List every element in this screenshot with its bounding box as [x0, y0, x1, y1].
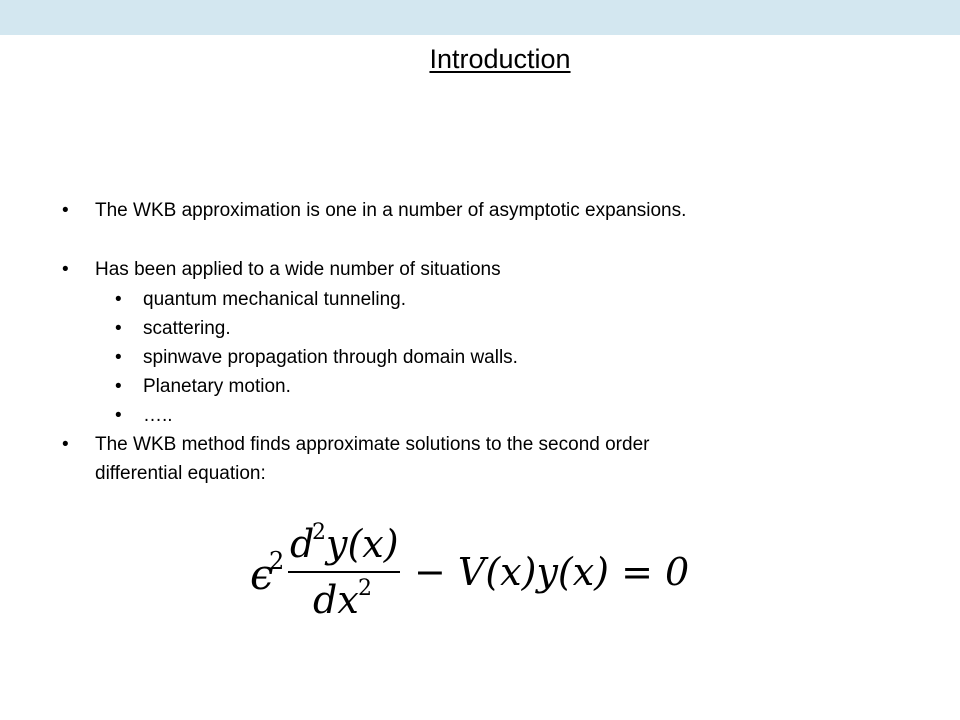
equation-denominator: dx: [313, 578, 359, 622]
bullet-dot: •: [62, 259, 69, 280]
equation-numerator-rest: y(x): [326, 522, 399, 566]
equation-numerator-exponent: 2: [312, 520, 326, 545]
equation-epsilon: ϵ: [250, 550, 274, 599]
wkb-equation: [250, 515, 690, 630]
sub-bullet-spinwave: spinwave propagation through domain walls.: [143, 347, 518, 368]
equation-epsilon-exponent: 2: [269, 547, 285, 575]
sub-bullet-dot: •: [115, 289, 122, 310]
sub-bullet-dot: •: [115, 318, 122, 339]
sub-bullet-scattering: scattering.: [143, 318, 231, 339]
sub-bullet-dot: •: [115, 347, 122, 368]
bullet-dot: •: [62, 200, 69, 221]
sub-bullet-planetary: Planetary motion.: [143, 376, 291, 397]
sub-bullet-tunneling: quantum mechanical tunneling.: [143, 289, 407, 310]
bullet-applications: Has been applied to a wide number of situations: [95, 259, 501, 280]
equation-denominator-exponent: 2: [358, 576, 372, 601]
equation-numerator-d: d: [290, 522, 315, 566]
sub-bullet-dot: •: [115, 376, 122, 397]
bullet-wkb-method: The WKB method finds approximate solutions to the second order: [95, 434, 650, 455]
bullet-dot: •: [62, 434, 69, 455]
top-band: [0, 0, 960, 35]
equation-graphic: [250, 515, 690, 625]
bullet-wkb-approximation: The WKB approximation is one in a number of asymptotic expansions.: [95, 200, 687, 221]
slide-title: Introduction: [429, 44, 571, 74]
bullet-wkb-method-continued: differential equation:: [95, 463, 266, 484]
equation-remainder: − V(x)y(x) = 0: [414, 550, 690, 594]
sub-bullet-dot: •: [115, 405, 122, 426]
sub-bullet-ellipsis: …..: [143, 405, 173, 426]
